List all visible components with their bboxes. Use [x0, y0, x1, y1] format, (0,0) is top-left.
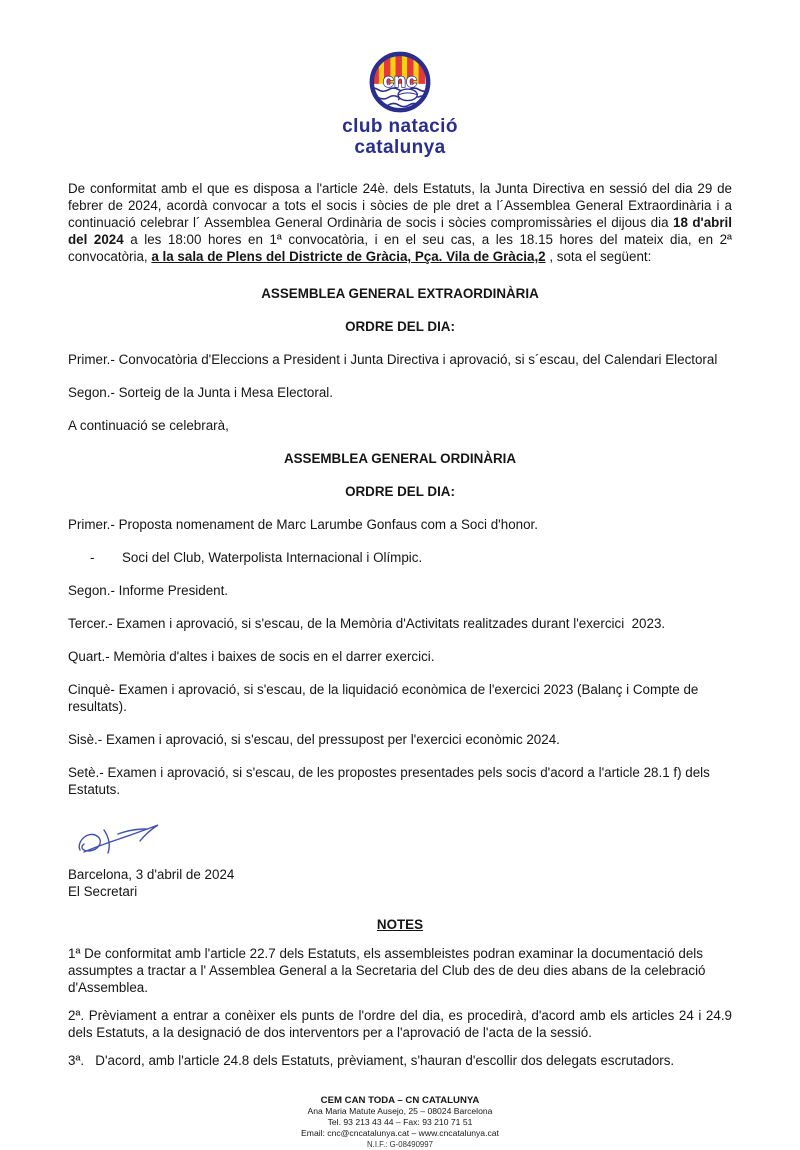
extraordinary-item-2: Segon.- Sorteig de la Junta i Mesa Electoral.	[68, 385, 333, 400]
footer-phone-fax: Tel. 93 213 43 44 – Fax: 93 210 71 51	[327, 1117, 473, 1127]
signature-place-date: Barcelona, 3 d'abril de 2024	[68, 867, 235, 882]
ordinary-item-4: Quart.- Memòria d'altes i baixes de socis en el darrer exercici.	[68, 649, 435, 664]
intro-text-1: De conformitat amb el que es disposa a l'article 24è. dels Estatuts, la Junta Directiva en sessió del dia 29 de febrer de 2024, acordà convocar a tots el socis i sòcies de ple dret a l´Assemblea General Extraordinària i a continuació celebrar l´ Assemblea General Ordinària de socis i sòcies compromissàries el dijous dia	[68, 181, 732, 230]
transition-line: A continuació se celebrarà,	[68, 418, 229, 433]
ordinary-item-1-subitem	[68, 549, 732, 566]
ordinary-item-1: Primer.- Proposta nomenament de Marc Larumbe Gonfaus com a Soci d'honor.	[68, 517, 538, 532]
bullet-dash: -	[90, 550, 95, 565]
club-name-line2: catalunya	[354, 137, 446, 158]
ordinary-item-7: Setè.- Examen i aprovació, si s'escau, de les propostes presentades pels socis d'acord a l'article 28.1 f) dels Estatuts.	[68, 765, 714, 797]
signature-block	[68, 866, 732, 900]
ordinary-item-2: Segon.- Informe President.	[68, 583, 229, 598]
meeting-date: 18 d'abril del 2024	[68, 215, 732, 247]
ordinary-assembly-title: ASSEMBLEA GENERAL ORDINÀRIA	[283, 451, 517, 466]
club-logo	[68, 50, 732, 158]
footer-address: Ana Maria Matute Ausejo, 25 – 08024 Barcelona	[307, 1106, 493, 1116]
meeting-place: a la sala de Plens del Districte de Gràcia, Pça. Vila de Gràcia,2	[151, 249, 546, 264]
ordinary-order-heading: ORDRE DEL DIA:	[345, 484, 455, 499]
note-1: 1ª De conformitat amb l'article 22.7 dels Estatuts, els assembleistes podran examinar la documentació dels assumptes a tractar a l' Assemblea General a la Secretaria del Club des de deu dies abans de la celebració d'Assemblea.	[68, 946, 706, 995]
note-2: 2ª. Prèviament a entrar a conèixer els punts de l'ordre del dia, es procedirà, d'acord amb els articles 24 i 24.9 dels Estatuts, a la designació de dos interventors per a l'aprovació de l'acta de la sessió.	[68, 1008, 732, 1040]
club-acronym: cnc	[382, 70, 418, 93]
note-3: 3ª. D'acord, amb l'article 24.8 dels Estatuts, prèviament, s'hauran d'escollir dos delegats escrutadors.	[68, 1053, 675, 1068]
ordinary-item-3: Tercer.- Examen i aprovació, si s'escau, de la Memòria d'Activitats realitzades durant l'exercici 2023.	[68, 616, 666, 631]
extraordinary-order-heading: ORDRE DEL DIA:	[345, 319, 455, 334]
footer	[68, 1095, 732, 1150]
convocation-paragraph	[68, 180, 732, 265]
ordinary-item-6: Sisè.- Examen i aprovació, si s'escau, del pressupost per l'exercici econòmic 2024.	[68, 732, 560, 747]
notes-heading: NOTES	[376, 917, 424, 932]
bullet-text: Soci del Club, Waterpolista Internacional i Olímpic.	[122, 550, 423, 565]
club-name-line1: club natació	[342, 116, 458, 137]
extraordinary-assembly-title: ASSEMBLEA GENERAL EXTRAORDINÀRIA	[261, 286, 539, 301]
footer-nif: N.I.F.: G-08490997	[367, 1140, 433, 1149]
intro-text-3: , sota el següent:	[545, 249, 652, 264]
intro-text-2: a les 18:00 hores en 1ª convocatòria, i en el seu cas, a les 18.15 hores del mateix dia, en 2ª convocatòria,	[68, 232, 732, 264]
footer-club-title: CEM CAN TODA – CN CATALUNYA	[320, 1095, 480, 1106]
signature-role: El Secretari	[68, 884, 138, 899]
footer-email-web: Email: cnc@cncatalunya.cat – www.cncatalunya.cat	[301, 1128, 499, 1138]
club-crest-icon	[368, 50, 432, 114]
extraordinary-item-1: Primer.- Convocatòria d'Eleccions a President i Junta Directiva i aprovació, si s´escau, del Calendari Electoral	[68, 352, 718, 367]
signature-scribble	[74, 820, 162, 862]
ordinary-item-5: Cinquè- Examen i aprovació, si s'escau, de la liquidació econòmica de l'exercici 2023 (Balanç i Compte de resultats).	[68, 682, 703, 714]
club-name	[68, 116, 732, 158]
